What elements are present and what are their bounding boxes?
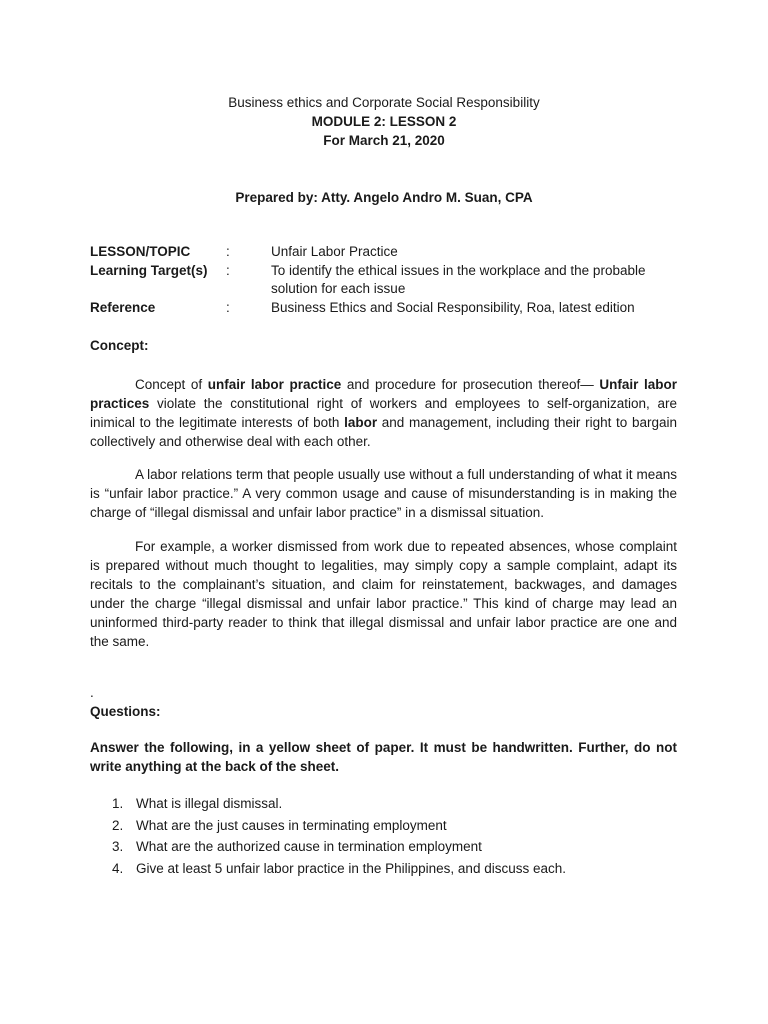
stray-mark: . — [90, 685, 94, 700]
para-text: and management, including their right to bargain collectively and otherwise deal with each other. — [90, 415, 678, 449]
question-number: 2. — [112, 817, 124, 833]
question-text: What are the authorized cause in termination employment — [136, 839, 482, 854]
concept-paragraph-2: A labor relations term that people usually use without a full understanding of what it means is “unfair labor practice.” A very common usage and cause of misunderstanding is in making the charge of “illegal dismissal and unfair labor practice” in a dismissal situation. — [90, 467, 677, 520]
questions-list — [90, 793, 677, 879]
info-row-reference — [90, 299, 690, 317]
list-item — [90, 815, 677, 837]
para-text: violate the constitutional right of workers and employees to self-organization, are inimical to the legitimate interests of both — [90, 396, 677, 430]
question-text: What is illegal dismissal. — [136, 796, 283, 811]
para-text: Concept of — [135, 377, 208, 392]
list-item — [90, 793, 677, 815]
info-colon: : — [226, 300, 230, 315]
prepared-by: Prepared by: Atty. Angelo Andro M. Suan, CPA — [235, 190, 533, 205]
question-text: Give at least 5 unfair labor practice in the Philippines, and discuss each. — [136, 860, 566, 876]
module-title: MODULE 2: LESSON 2 — [311, 114, 457, 129]
concept-paragraph-1 — [90, 375, 677, 451]
question-number: 4. — [112, 860, 124, 876]
question-text: What are the just causes in terminating employment — [136, 817, 447, 833]
para-bold-term: labor — [344, 415, 378, 430]
info-value: To identify the ethical issues in the workplace and the probable solution for each issue — [271, 263, 646, 296]
questions-heading: Questions: — [90, 704, 161, 719]
info-colon: : — [226, 263, 230, 278]
info-row-learning-target — [90, 262, 690, 299]
lesson-date: For March 21, 2020 — [323, 133, 445, 148]
info-label: LESSON/TOPIC — [90, 244, 191, 259]
para-bold-term: Unfair labor practices — [90, 377, 677, 411]
para-bold-term: unfair labor practice — [207, 377, 342, 392]
course-title: Business ethics and Corporate Social Responsibility — [228, 95, 540, 110]
para-text: and procedure for prosecution thereof— — [341, 377, 600, 392]
concept-heading: Concept: — [90, 338, 149, 353]
question-number: 3. — [112, 839, 124, 854]
info-label: Learning Target(s) — [90, 263, 208, 278]
info-colon: : — [226, 244, 230, 259]
question-number: 1. — [112, 796, 124, 811]
instruction-text: Answer the following, in a yellow sheet of paper. It must be handwritten. Further, do not write anything at the back of the sheet. — [90, 740, 677, 774]
info-label: Reference — [90, 300, 156, 315]
list-item — [90, 858, 677, 880]
concept-paragraph-3: For example, a worker dismissed from work due to repeated absences, whose complaint is prepared without much thought to legalities, may simply copy a sample complaint, adapt its recitals to the complainant’s situation, and claim for reinstatement, backwages, and damages under the charge “illegal dismissal and unfair labor practice.” This kind of charge may lead an uninformed third-party reader to think that illegal dismissal and unfair labor practice are one and the same. — [90, 539, 677, 649]
info-value: Unfair Labor Practice — [271, 244, 398, 259]
info-row-topic — [90, 243, 690, 261]
list-item — [90, 836, 677, 858]
info-value: Business Ethics and Social Responsibility, Roa, latest edition — [271, 300, 635, 315]
